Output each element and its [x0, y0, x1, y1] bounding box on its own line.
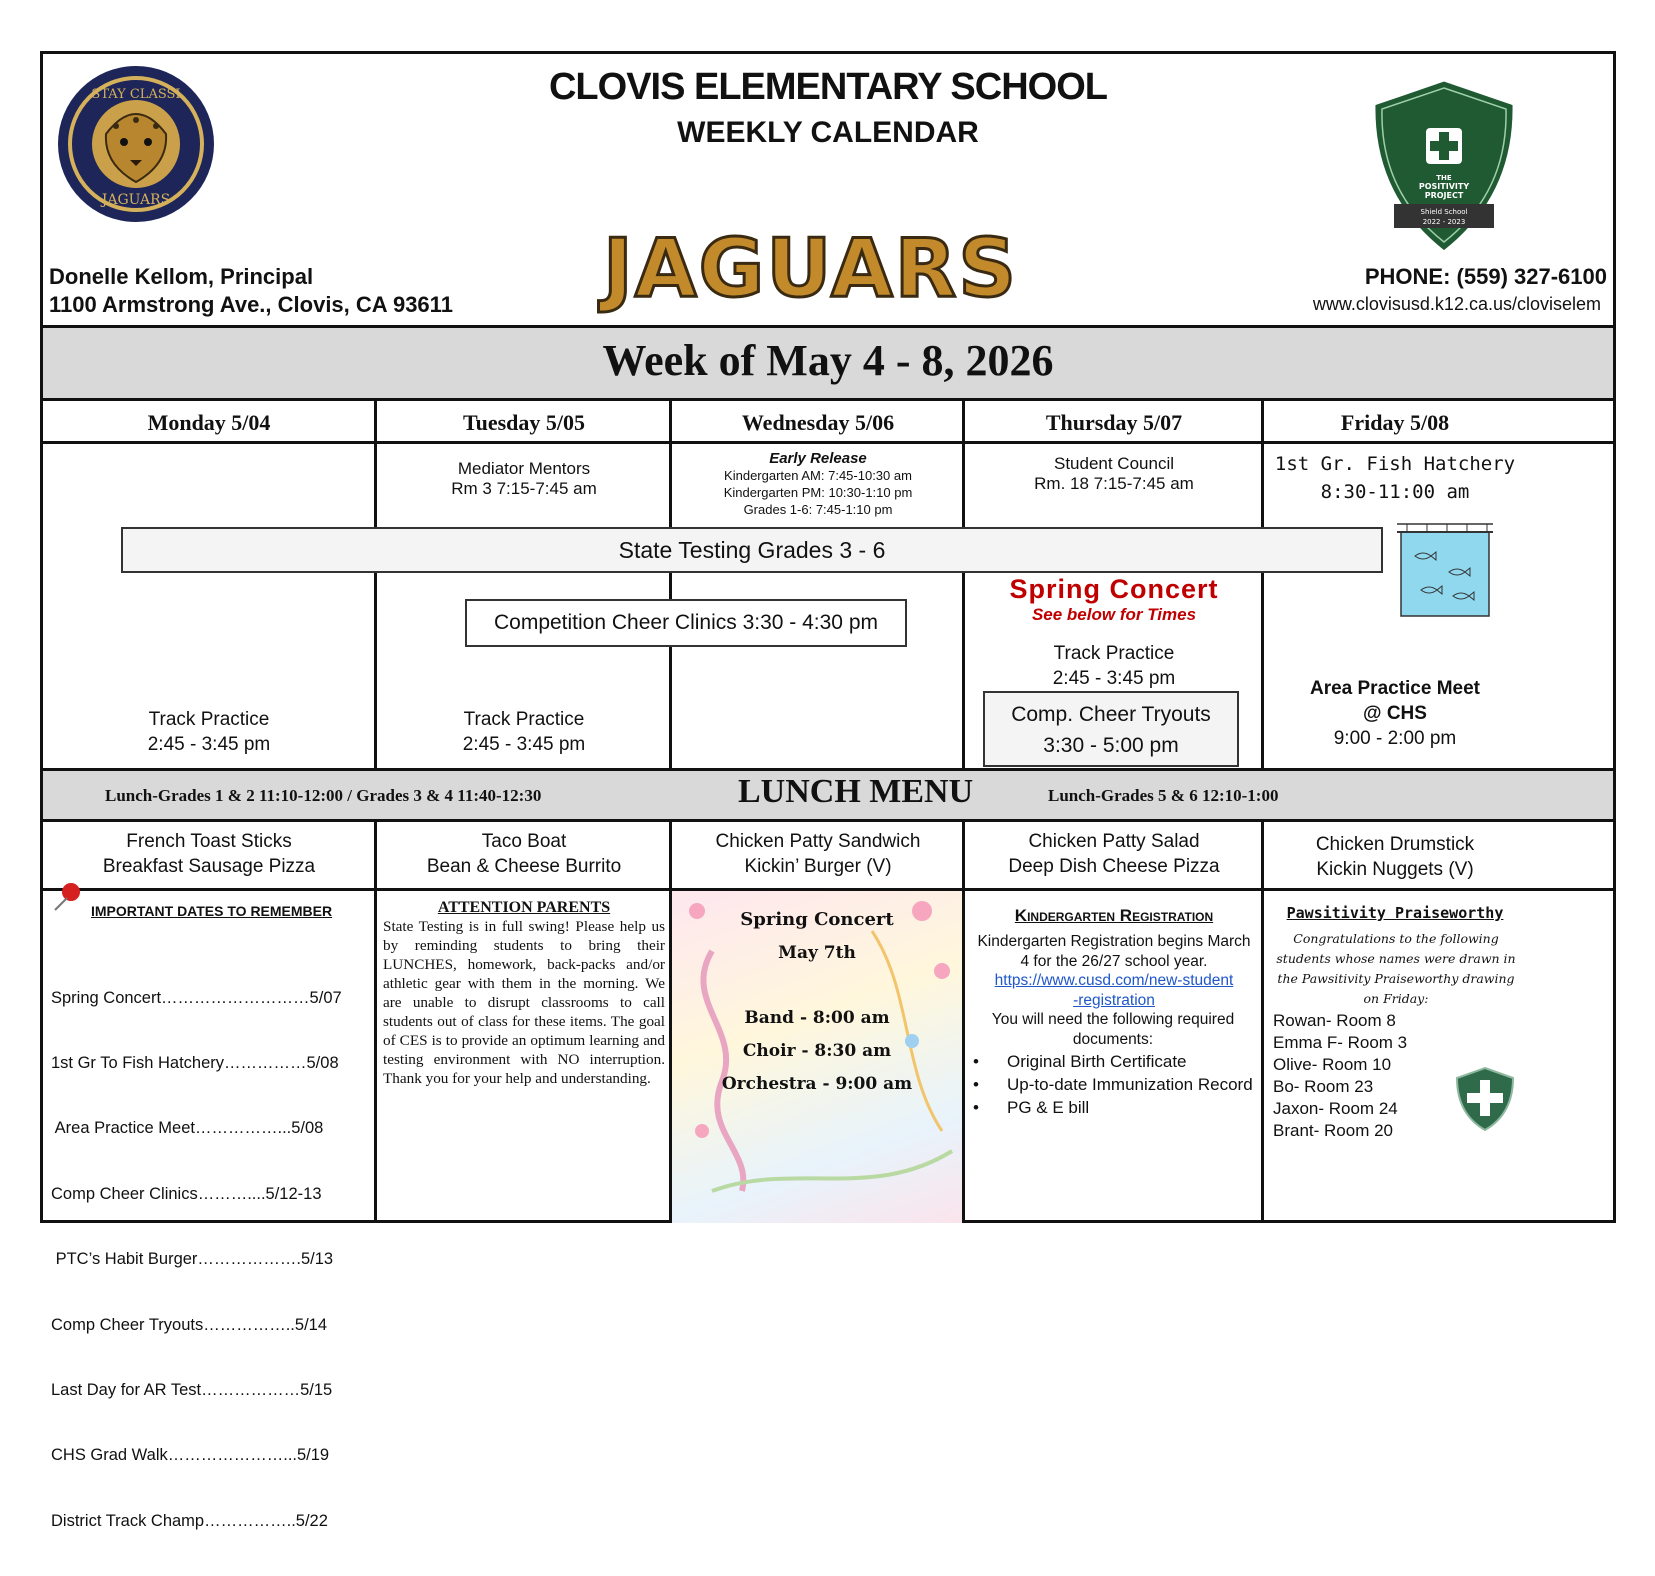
attention-title: ATTENTION PARENTS — [437, 899, 611, 916]
day-header-wednesday: Wednesday 5/06 — [741, 410, 895, 435]
kinder-title: Kindergarten Registration — [1014, 906, 1214, 925]
pawsitivity-title: Pawsitivity Praiseworthy — [1286, 904, 1504, 922]
pawsitivity-names — [1273, 1010, 1473, 1142]
cheer-tryouts-time: 3:30 - 5:00 pm — [1043, 734, 1179, 757]
calendar-frame — [40, 51, 1616, 1530]
state-testing-banner: State Testing Grades 3 - 6 — [121, 527, 1383, 573]
divider — [43, 441, 1613, 444]
early-release-event — [673, 450, 963, 518]
concert-card — [672, 891, 962, 1223]
cheer-tryouts-title: Comp. Cheer Tryouts — [1011, 703, 1211, 726]
shield-line5: 2022 - 2023 — [1422, 218, 1466, 226]
date-item: Comp Cheer Tryouts……………..5/14 — [51, 1315, 328, 1334]
school-address: 1100 Armstrong Ave., Clovis, CA 93611 — [49, 292, 453, 317]
student-council-event — [966, 454, 1262, 494]
date-item: Spring Concert………………………5/07 — [51, 988, 342, 1007]
winner-name: Olive- Room 10 — [1273, 1055, 1392, 1074]
date-item: Area Practice Meet……………...5/08 — [51, 1119, 324, 1138]
mediator-title: Mediator Mentors — [457, 459, 591, 478]
early-release-k-pm: Kindergarten PM: 10:30-1:10 pm — [723, 485, 913, 500]
lunch-fri-2: Kickin Nuggets (V) — [1316, 859, 1474, 880]
jaguars-wordmark: JAGUARS — [603, 222, 1018, 315]
concert-orchestra: Orchestra - 9:00 am — [721, 1074, 913, 1094]
pushpin-icon — [49, 880, 83, 914]
kinder-doc: Up-to-date Immunization Record — [1007, 1075, 1253, 1094]
hatchery-title: 1st Gr. Fish Hatchery — [1274, 453, 1516, 475]
thursday-track-practice — [966, 641, 1262, 691]
concert-title: Spring Concert — [740, 909, 894, 930]
early-release-k-am: Kindergarten AM: 7:45-10:30 am — [724, 468, 912, 483]
calendar-subtitle: WEEKLY CALENDAR — [677, 116, 979, 149]
kinder-link[interactable] — [966, 971, 1262, 1011]
concert-choir: Choir - 8:30 am — [742, 1041, 892, 1061]
early-release-grades: Grades 1-6: 7:45-1:10 pm — [743, 502, 893, 517]
tue-track-title: Track Practice — [463, 709, 585, 730]
kinder-docs-list: • Original Birth Certificate • Up-to-date Immunization Record • PG & E bill — [973, 1052, 1253, 1117]
lunch-wed-2: Kickin’ Burger (V) — [744, 856, 892, 877]
cheer-clinics-banner: Competition Cheer Clinics 3:30 - 4:30 pm — [465, 599, 907, 647]
logo-top-text: STAY CLASSI — [91, 87, 181, 102]
lunch-times-left: Lunch-Grades 1 & 2 11:10-12:00 / Grades 3 & 4 11:40-12:30 — [105, 786, 542, 805]
lunch-mon-1: French Toast Sticks — [126, 831, 292, 852]
concert-date: May 7th — [778, 943, 856, 963]
hatchery-time: 8:30-11:00 am — [1320, 481, 1470, 503]
winner-name: Bo- Room 23 — [1273, 1077, 1374, 1096]
lunch-times-right: Lunch-Grades 5 & 6 12:10-1:00 — [1048, 786, 1279, 805]
lunch-monday — [43, 829, 375, 879]
school-name: CLOVIS ELEMENTARY SCHOOL — [548, 66, 1107, 108]
school-website[interactable]: www.clovisusd.k12.ca.us/cloviselem — [1312, 294, 1601, 314]
lunch-tue-1: Taco Boat — [481, 831, 567, 852]
pawsitivity-intro: Congratulations to the following students whose names were drawn in the Pawsitivity Praiseworthy drawing on Friday: — [1276, 931, 1516, 1006]
lunch-mon-2: Breakfast Sausage Pizza — [102, 856, 316, 877]
tuesday-track-practice — [378, 707, 670, 757]
week-band — [43, 325, 1613, 401]
shield-line4: Shield School — [1420, 208, 1468, 216]
concert-band: Band - 8:00 am — [744, 1008, 890, 1028]
shield-line3: PROJECT — [1424, 191, 1464, 200]
mediator-mentors-event — [378, 459, 670, 499]
attention-body: State Testing is in full swing! Please help us by reminding students to bring their LUNCHES, homework, back-packs and/or athletic gear with them in the morning. We are unable to disrupt classrooms to call students out of class for these items. The goal of CES is to provide an optimum learning and testing environment with NO interruption. Thank you for your help and understanding. — [383, 918, 665, 1087]
lunch-menu-title: LUNCH MENU — [738, 773, 974, 810]
lunch-thu-2: Deep Dish Cheese Pizza — [1008, 856, 1220, 877]
school-phone: PHONE: (559) 327-6100 — [1364, 264, 1607, 289]
kinder-doc: PG & E bill — [1007, 1098, 1090, 1117]
winner-name: Emma F- Room 3 — [1273, 1033, 1408, 1052]
shield-line2: POSITIVITY — [1418, 182, 1470, 191]
date-item: CHS Grad Walk…………………...5/19 — [51, 1446, 330, 1465]
monday-track-practice — [43, 707, 375, 757]
day-header-friday: Friday 5/08 — [1340, 410, 1450, 435]
cheer-tryouts-box — [983, 691, 1239, 767]
kinder-link-line1: https://www.cusd.com/new-student — [994, 972, 1234, 989]
meet-title: Area Practice Meet — [1309, 678, 1481, 699]
kinder-need: You will need the following required documents: — [991, 1011, 1235, 1048]
winner-name: Brant- Room 20 — [1273, 1121, 1393, 1140]
lunch-thu-1: Chicken Patty Salad — [1028, 831, 1200, 852]
spring-concert-title: Spring Concert — [1009, 574, 1219, 604]
positivity-shield-logo — [1368, 76, 1520, 256]
date-item: Last Day for AR Test………………5/15 — [51, 1380, 333, 1399]
mediator-time: Rm 3 7:15-7:45 am — [451, 479, 597, 498]
mon-track-time: 2:45 - 3:45 pm — [147, 734, 271, 755]
lunch-friday — [1265, 832, 1525, 882]
lunch-thursday — [966, 829, 1262, 879]
lunch-tuesday — [378, 829, 670, 879]
winner-name: Jaxon- Room 24 — [1273, 1099, 1398, 1118]
day-header-tuesday: Tuesday 5/05 — [462, 410, 586, 435]
kinder-link-line2: -registration — [1073, 992, 1155, 1009]
kinder-intro: Kindergarten Registration begins March 4 for the 26/27 school year. — [977, 933, 1251, 970]
principal-name: Donelle Kellom, Principal — [49, 264, 314, 289]
week-title: Week of May 4 - 8, 2026 — [602, 336, 1054, 385]
tue-track-time: 2:45 - 3:45 pm — [462, 734, 586, 755]
shield-line1: THE — [1436, 174, 1452, 182]
council-title: Student Council — [1053, 454, 1175, 473]
thu-track-title: Track Practice — [1053, 643, 1175, 664]
lunch-bar — [43, 768, 1613, 822]
day-header-monday: Monday 5/04 — [147, 410, 271, 435]
important-dates-title: IMPORTANT DATES TO REMEMBER — [91, 903, 333, 919]
winner-name: Rowan- Room 8 — [1273, 1011, 1396, 1030]
lunch-fri-1: Chicken Drumstick — [1315, 834, 1475, 855]
spring-concert-note: See below for Times — [1031, 605, 1197, 624]
fish-tank-icon — [1395, 520, 1495, 620]
date-item: District Track Champ……………..5/22 — [51, 1511, 328, 1530]
date-item: Comp Cheer Clinics………....5/12-13 — [51, 1184, 322, 1203]
meet-place: @ CHS — [1363, 703, 1427, 724]
shield-plus-icon — [1455, 1066, 1515, 1132]
lunch-wed-1: Chicken Patty Sandwich — [715, 831, 921, 852]
date-item: 1st Gr To Fish Hatchery……………5/08 — [51, 1053, 339, 1072]
important-dates-list — [51, 944, 371, 1576]
thu-track-time: 2:45 - 3:45 pm — [1052, 668, 1176, 689]
date-item: PTC’s Habit Burger……………….5/13 — [51, 1250, 334, 1269]
spring-concert-event — [966, 574, 1262, 625]
council-time: Rm. 18 7:15-7:45 am — [1034, 474, 1194, 493]
day-header-thursday: Thursday 5/07 — [1045, 410, 1183, 435]
lunch-tue-2: Bean & Cheese Burrito — [426, 856, 622, 877]
area-practice-meet-event — [1265, 676, 1525, 751]
lunch-wednesday — [673, 829, 963, 879]
meet-time: 9:00 - 2:00 pm — [1333, 728, 1457, 749]
early-release-title: Early Release — [769, 450, 867, 467]
logo-bottom-text: JAGUARS — [101, 192, 171, 208]
kinder-doc: Original Birth Certificate — [1007, 1052, 1187, 1071]
fish-hatchery-event — [1265, 450, 1525, 506]
mon-track-title: Track Practice — [148, 709, 270, 730]
